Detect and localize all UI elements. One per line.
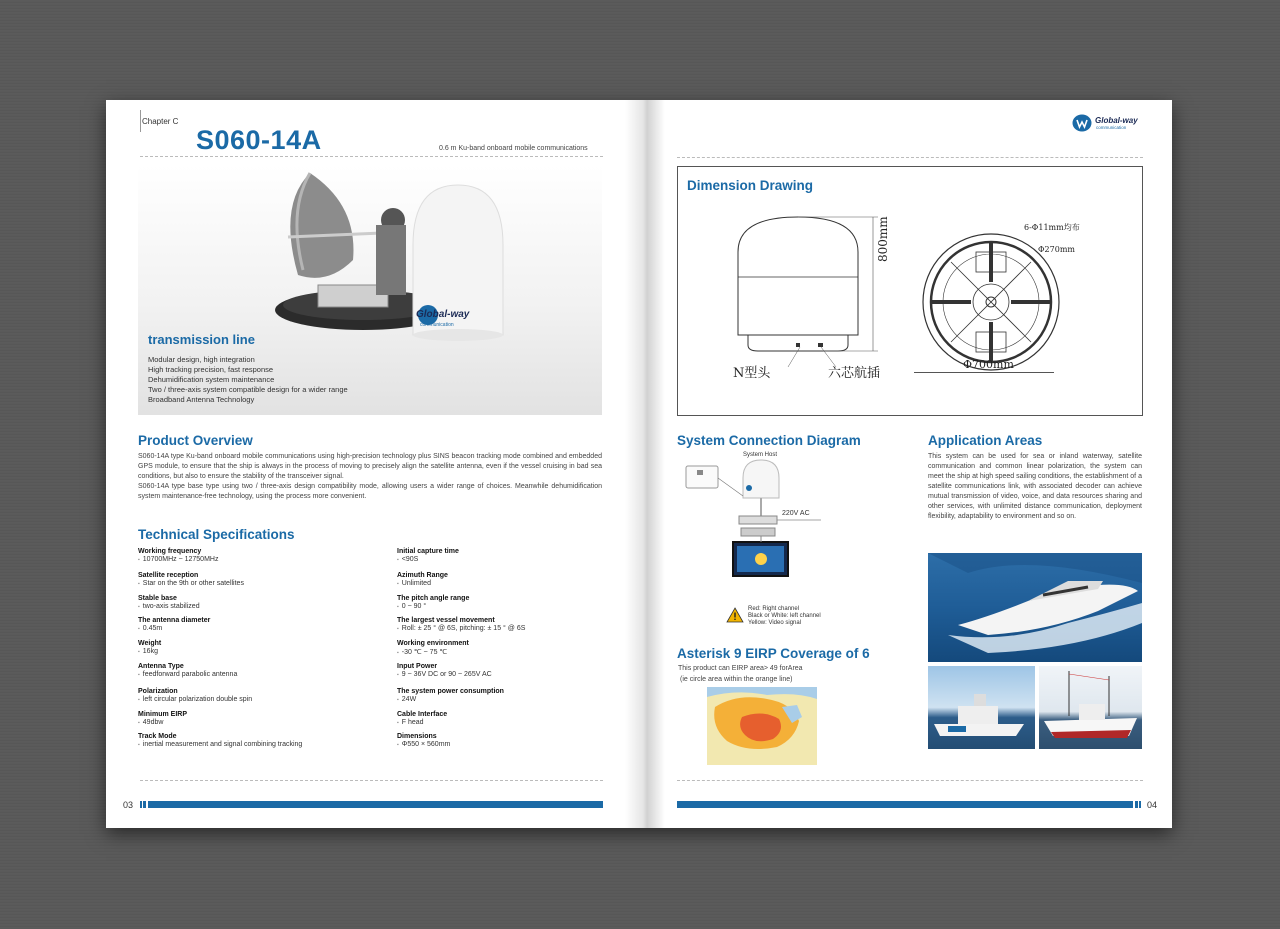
spec-item: The largest vessel movement ▪ Roll: ± 25 ° @ 6S, pitching: ± 15 ° @ 6S	[397, 617, 525, 632]
spec-item: Stable base ▪ two-axis stabilized	[138, 595, 200, 610]
side-view-drawing	[718, 207, 888, 387]
spine-shadow	[625, 100, 665, 828]
legend-item: Black or White: left channel	[748, 613, 821, 619]
n-connector-label: N型头	[733, 366, 771, 381]
legend-item: Red: Right channel	[748, 606, 800, 612]
specs-title: Technical Specifications	[138, 527, 295, 542]
spec-item: Weight ▪ 16kg	[138, 640, 161, 655]
spec-item: Minimum EIRP ▪ 49dbw	[138, 711, 187, 726]
spec-item: Cable Interface ▪ F head	[397, 711, 447, 726]
feature-list	[148, 355, 348, 405]
feature-item: Modular design, high integration	[148, 355, 255, 364]
coast-guard-photo	[928, 666, 1035, 749]
spec-item: Polarization ▪ left circular polarization double spin	[138, 688, 252, 703]
spec-item: Antenna Type ▪ feedforward parabolic antenna	[138, 663, 237, 678]
antenna-product-image	[258, 165, 558, 345]
overview-title: Product Overview	[138, 433, 253, 448]
spec-item: Dimensions ▪ Φ550 × 560mm	[397, 733, 450, 748]
brochure-spread	[106, 100, 1172, 828]
warning-icon	[726, 607, 744, 623]
application-title: Application Areas	[928, 433, 1043, 448]
chapter-divider	[140, 110, 141, 132]
connection-title: System Connection Diagram	[677, 433, 861, 448]
spec-item: The pitch angle range ▪ 0 ~ 90 °	[397, 595, 469, 610]
holes-label: 6-Φ11mm均布	[1024, 223, 1080, 232]
height-dimension-label: 800mm	[876, 216, 890, 262]
spec-item: Satellite reception ▪ Star on the 9th or other satellites	[138, 572, 244, 587]
brand-logo-text: Global-way	[1095, 116, 1138, 125]
diameter-dimension-line	[914, 372, 1054, 373]
spec-item: Azimuth Range ▪ Unlimited	[397, 572, 448, 587]
aviation-plug-label: 六芯航插	[828, 366, 881, 381]
power-label: 220V AC	[782, 510, 810, 517]
model-title: S060-14A	[196, 125, 322, 155]
feature-item: Two / three-axis system compatible design for a wider range	[148, 385, 348, 394]
feature-item: Dehumidification system maintenance	[148, 375, 275, 384]
spec-item: Track Mode ▪ inertial measurement and signal combining tracking	[138, 733, 302, 748]
spec-item: Working frequency ▪ 10700MHz ~ 12750MHz	[138, 548, 218, 563]
dimension-title: Dimension Drawing	[687, 178, 814, 193]
fishing-boat-photo	[1039, 666, 1142, 749]
hero-logo-text: Global-way	[416, 309, 470, 320]
spec-item: Initial capture time ▪ <90S	[397, 548, 459, 563]
overview-paragraph: S060-14A type Ku-band onboard mobile communications using high-precision technology plus SINS beacon tracking mode combined and embedded GPS module, to ensure that the ship is always in the process of moving to precisely align the satellite antenna, even if the vessel cruising in bad sea conditions, but also to ensure the stability of the transceiver signal.	[138, 453, 602, 480]
page-number-left: 03	[123, 800, 134, 810]
spec-item: Working environment ▪ -30 ℃ ~ 75 ℃	[397, 640, 469, 656]
chapter-label: Chapter C	[142, 117, 179, 126]
page-number-right: 04	[1147, 800, 1158, 810]
footer-bar-left	[148, 801, 603, 808]
system-host-label: System Host	[743, 452, 778, 458]
hero-panel	[138, 165, 602, 415]
connection-diagram	[681, 458, 831, 578]
signal-legend	[748, 606, 821, 627]
dimension-drawing-box	[677, 166, 1143, 416]
spec-item: Input Power ▪ 9 ~ 36V DC or 90 ~ 265V AC	[397, 663, 492, 678]
feature-item: High tracking precision, fast response	[148, 365, 274, 374]
brand-logo-sub: communication	[1096, 125, 1127, 130]
hero-title: transmission line	[148, 332, 255, 347]
feature-item: Broadband Antenna Technology	[148, 395, 255, 404]
hero-logo-sub: communication	[420, 322, 454, 328]
header-rule	[140, 156, 603, 157]
footer-bar-mark	[140, 801, 146, 808]
overview-text	[138, 452, 602, 502]
application-text: This system can be used for sea or inland waterway, satellite communication and common linear polarization, the system can meet the ship at high speed sailing conditions, the establishment of a satellite communications link, with associated decoder can achieve mutual transmission of video, voice, and data resources sharing and other services, with unlimited distance communication, deployment flexibility, adaptability to environment and so on.	[928, 453, 1142, 520]
spec-item: The system power consumption ▪ 24W	[397, 688, 504, 703]
legend-item: Yellow: Video signal	[748, 620, 802, 626]
footer-bar-right	[677, 801, 1133, 808]
coverage-map	[707, 687, 817, 765]
spec-item: The antenna diameter ▪ 0.45m	[138, 617, 210, 632]
yacht-photo	[928, 553, 1142, 662]
coverage-line-2: (ie circle area within the orange line)	[680, 676, 793, 683]
brand-logo-icon	[1072, 114, 1092, 132]
footer-rule	[140, 780, 603, 781]
diameter-label: Φ700mm	[963, 358, 1014, 371]
model-subtitle: 0.6 m Ku-band onboard mobile communications	[439, 145, 588, 152]
header-rule-right	[677, 157, 1143, 158]
overview-paragraph: S060-14A type base type using two / three-axis design compatibility mode, allowing users a wider range of choices. Meanwhile dehumidification system maintenance-free technology, using the process more convenient.	[138, 483, 602, 500]
footer-bar-mark-right	[1135, 801, 1141, 808]
coverage-line-1: This product can EIRP area> 49 forArea	[678, 665, 803, 672]
coverage-title: Asterisk 9 EIRP Coverage of 6	[677, 646, 870, 661]
inner-diameter-label: Φ270mm	[1038, 245, 1075, 254]
footer-rule-right	[677, 780, 1143, 781]
